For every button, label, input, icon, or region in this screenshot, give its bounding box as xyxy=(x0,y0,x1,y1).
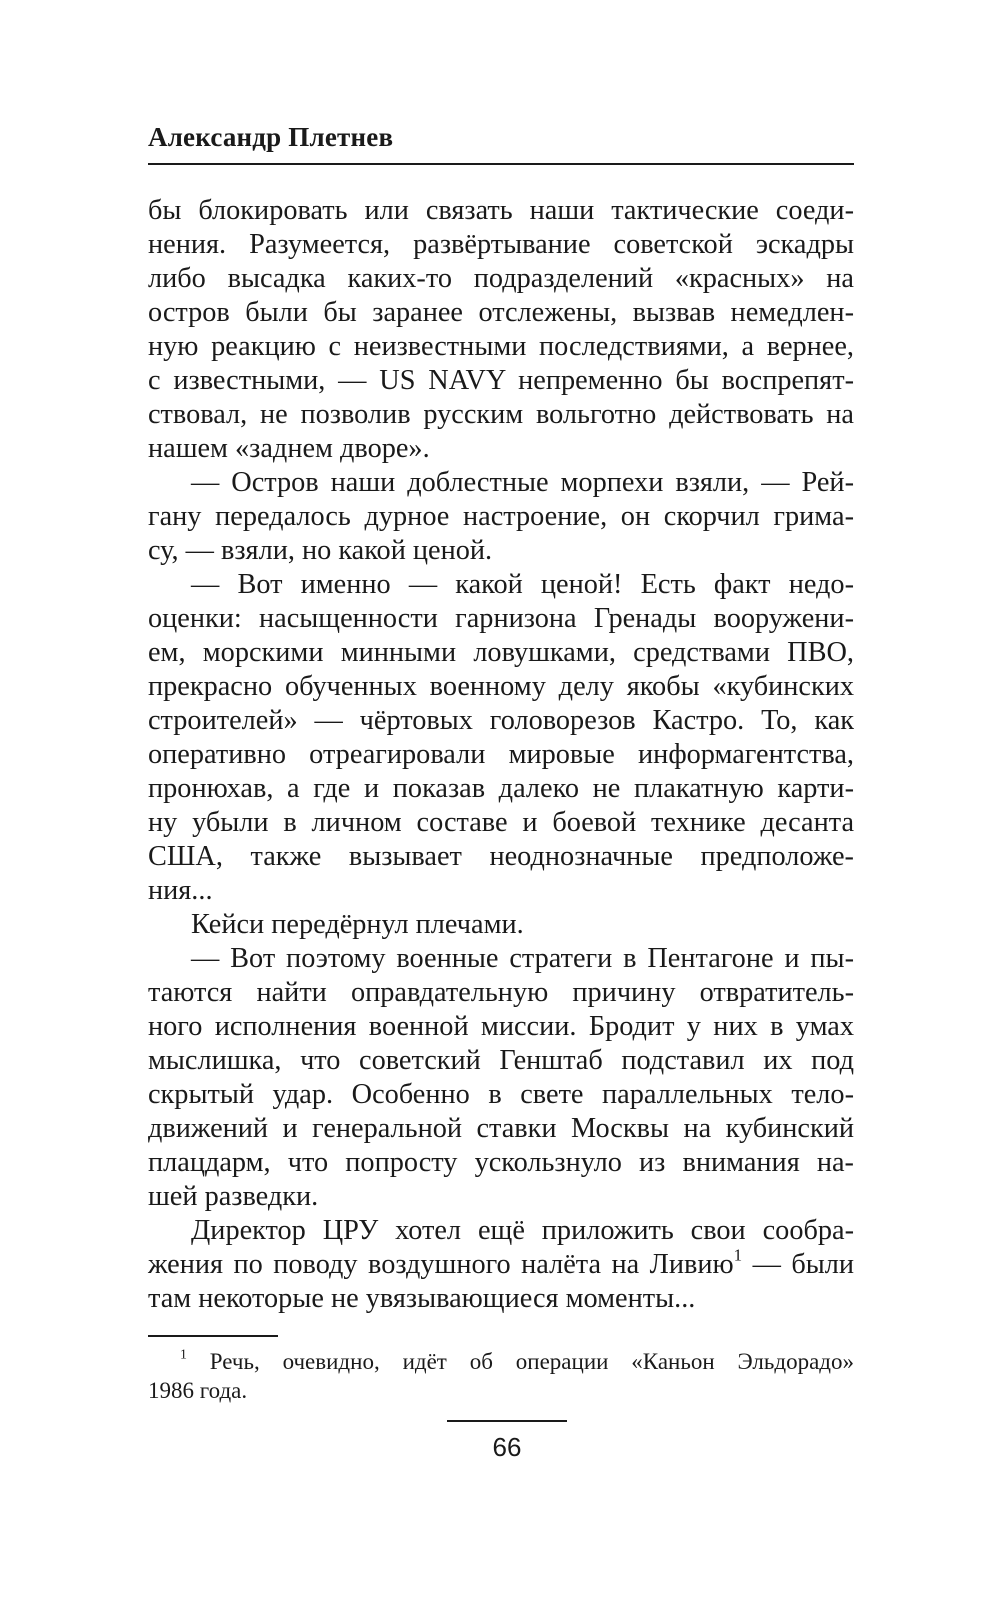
footnote-reference[interactable]: 1 xyxy=(733,1245,743,1265)
text-line: ного исполнения военной миссии. Бродит у них в умах xyxy=(148,1011,854,1042)
text-line: движений и генеральной ставки Москвы на кубинский xyxy=(148,1113,854,1144)
running-head: Александр Плетнев xyxy=(148,122,394,152)
text-line: ния... xyxy=(148,875,213,906)
text-line: либо высадка каких-то подразделений «красных» на xyxy=(148,263,854,294)
text-line: ствовал, не позволив русским вольготно действовать на xyxy=(148,399,854,430)
footnote-marker: 1 xyxy=(180,1346,187,1362)
text-line: остров были бы заранее отслежены, вызвав немедлен- xyxy=(148,297,854,328)
footnote-rule xyxy=(148,1335,278,1337)
text-line: оценки: насыщенности гарнизона Гренады вооружени- xyxy=(148,603,854,634)
text-line: с известными, — US NAVY непременно бы воспрепят- xyxy=(148,365,854,396)
text-line: — Вот именно — какой ценой! Есть факт недо- xyxy=(191,569,854,600)
page-number-rule xyxy=(447,1420,567,1422)
text-line: оперативно отреагировали мировые информагентства, xyxy=(148,739,854,770)
text-fragment: жения по поводу воздушного налёта на Ливию xyxy=(148,1249,734,1280)
text-line: нения. Разумеется, развёртывание советской эскадры xyxy=(148,229,854,260)
text-line: строителей» — чёртовых головорезов Кастро. То, как xyxy=(148,705,854,736)
text-line: скрытый удар. Особенно в свете параллельных тело- xyxy=(148,1079,854,1110)
footnote-line xyxy=(148,1347,854,1376)
text-line: плацдарм, что попросту ускользнуло из внимания на- xyxy=(148,1147,854,1178)
text-line: гану передалось дурное настроение, он скорчил грима- xyxy=(148,501,854,532)
text-line: там некоторые не увязывающиеся моменты... xyxy=(148,1283,696,1314)
text-line-with-footnote-ref xyxy=(148,1245,855,1282)
page-number: 66 xyxy=(492,1432,522,1462)
text-line: — Вот поэтому военные стратеги в Пентагоне и пы- xyxy=(191,943,854,974)
text-line: ем, морскими минными ловушками, средствами ПВО, xyxy=(148,637,854,668)
text-line: шей разведки. xyxy=(148,1181,319,1212)
text-line: прекрасно обученных военному делу якобы «кубинских xyxy=(148,671,854,702)
text-line: нашем «заднем дворе». xyxy=(148,433,430,464)
header-rule xyxy=(148,163,854,165)
footnote xyxy=(148,1347,854,1405)
text-fragment: — были xyxy=(742,1249,855,1280)
text-line: — Остров наши доблестные морпехи взяли, — Рей- xyxy=(191,467,854,498)
text-line: пронюхав, а где и показав далеко не плакатную карти- xyxy=(148,773,854,804)
body-text xyxy=(148,194,854,1316)
footnote-text: Речь, очевидно, идёт об операции «Каньон Эльдорадо» xyxy=(186,1349,854,1374)
text-line: мыслишка, что советский Генштаб подставил их под xyxy=(148,1045,854,1076)
text-line: таются найти оправдательную причину отвратитель- xyxy=(148,977,854,1008)
footnote-line: 1986 года. xyxy=(148,1378,248,1403)
text-line: ную реакцию с неизвестными последствиями, а вернее, xyxy=(148,331,854,362)
text-line: ну убыли в личном составе и боевой технике десанта xyxy=(148,807,854,838)
text-line: США, также вызывает неоднозначные предположе- xyxy=(148,841,854,872)
text-line: су, — взяли, но какой ценой. xyxy=(148,535,493,566)
text-line: бы блокировать или связать наши тактические соеди- xyxy=(148,195,854,226)
text-line: Директор ЦРУ хотел ещё приложить свои сообра- xyxy=(191,1215,854,1246)
text-line: Кейси передёрнул плечами. xyxy=(191,909,524,940)
